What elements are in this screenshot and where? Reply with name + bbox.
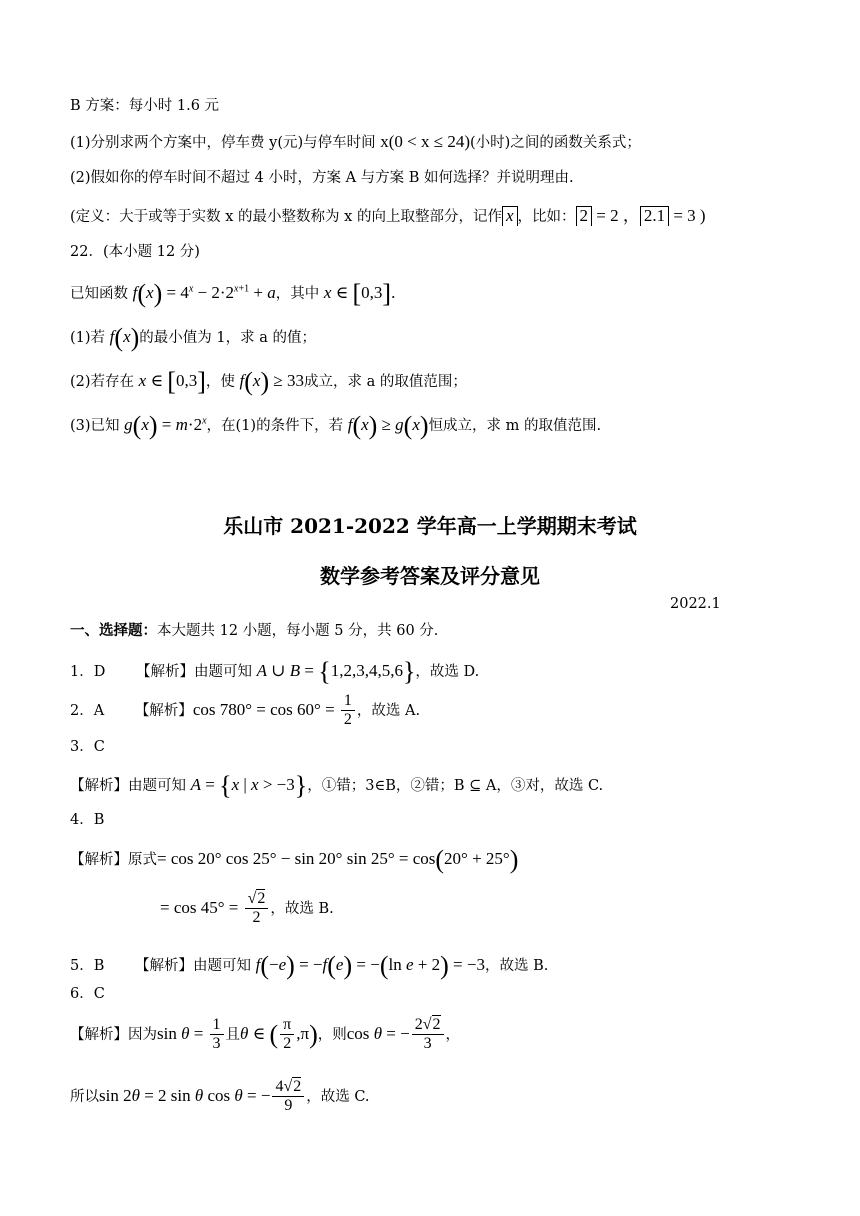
answer-4-pre: 原式 — [128, 852, 157, 868]
answer-2-tag: 【解析】 — [134, 702, 193, 719]
section-heading — [70, 622, 438, 640]
answer-1-post: ，故选 D. — [415, 664, 480, 680]
answer-4-line1 — [70, 844, 518, 875]
answer-4-post: ，故选 B. — [270, 900, 334, 917]
answer-4-formula: = cos 20° cos 25° − sin 20° sin 25° = cos(20° + 25°) — [157, 845, 519, 874]
answer-4-tag: 【解析】 — [70, 852, 128, 868]
q22-part1: (1)若 f(x)的最小值为 1，求 a 的值； — [70, 323, 316, 352]
q22-part2-post: 成立，求 a 的取值范围； — [303, 374, 467, 390]
answer-5-post: ，故选 B. — [484, 958, 549, 974]
answer-title: 乐山市 2021-2022 学年高一上学期期末考试 — [223, 514, 637, 538]
answer-6-post: ， — [445, 1026, 461, 1043]
q21-part2: (2)假如你的停车时间不超过 4 小时，方案 A 与方案 B 如何选择？并说明理由. — [70, 170, 574, 186]
answer-3-pre: 由题可知 — [128, 778, 191, 794]
answer-3-tag: 【解析】 — [70, 778, 128, 794]
answer-6-fraction-4: $\frac{4√2}{9}$ — [272, 1078, 304, 1116]
q21-part1 — [70, 132, 641, 152]
q22-function: $f(x) = 4^x - 2\cdot 2^{x+1} + a$ — [132, 279, 276, 308]
answer-6-fraction-3: $\frac{2√2}{3}$ — [412, 1016, 444, 1054]
q22-part1-pre: (1)若 — [70, 330, 110, 346]
definition-text: (定义：大于或等于实数 x 的最小整数称为 x 的向上取整部分，记作 — [70, 209, 502, 225]
q22-part3-post: 恒成立，求 m 的取值范围. — [428, 418, 602, 434]
answer-6-line2-pre: 所以 — [70, 1088, 99, 1105]
ceil-example-1: 2 — [576, 206, 593, 226]
q22-part3: (3)已知 $g(x) = m\cdot 2^x$，在(1)的条件下，若 f(x) ≥ g(x)恒成立，求 m 的取值范围. — [70, 411, 602, 440]
q22-part3-pre: (3)已知 — [70, 418, 125, 434]
answer-5-tag: 【解析】 — [135, 958, 193, 974]
answer-2-formula: cos 780° = cos 60° = — [192, 699, 339, 719]
answer-5 — [70, 950, 548, 981]
q22-part3-mid: ，在(1)的条件下，若 — [206, 418, 348, 434]
answer-1-number: 1．D — [70, 664, 106, 680]
q22-part2-mid: ，使 — [205, 374, 240, 390]
plan-b-line: B 方案：每小时 1.6 元 — [70, 98, 220, 114]
answer-2-fraction: $\frac{1}{2}$ — [341, 692, 355, 730]
answer-subtitle: 数学参考答案及评分意见 — [320, 564, 540, 588]
answer-3 — [70, 770, 603, 801]
q22-part2: (2)若存在 x ∈ [0,3]，使 f(x) ≥ 33成立，求 a 的取值范围； — [70, 367, 467, 396]
answer-4-number: 4．B — [70, 812, 105, 828]
q22-part2-pre: (2)若存在 — [70, 374, 139, 390]
answer-2-post: ，故选 A. — [356, 702, 421, 719]
answer-4-line2 — [160, 890, 334, 928]
ceil-example-2-value: = 3 ) — [669, 206, 706, 225]
answer-6-mid2: ，则 — [317, 1026, 347, 1043]
answer-1-formula: A ∪ B = {1,2,3,4,5,6} — [256, 657, 416, 686]
answer-5-pre: 由题可知 — [193, 958, 256, 974]
answer-6-line2-post: ，故选 C. — [306, 1088, 370, 1105]
answer-5-formula: f(−e) = −f(e) = −(ln e + 2) = −3 — [255, 951, 485, 980]
answer-1-tag: 【解析】 — [135, 664, 194, 680]
q22-part1-post: 的最小值为 1，求 a 的值； — [139, 330, 316, 346]
q22-stem — [70, 278, 395, 309]
section-text: 本大题共 12 小题，每小题 5 分，共 60 分. — [157, 623, 439, 639]
answer-6-number: 6．C — [70, 986, 105, 1002]
answer-6-line2: 所以sin 2θ = 2 sin θ cos θ = − $\frac{4√2}{9}$ ，故选 C. — [70, 1078, 370, 1115]
answer-4-fraction: $\frac{√2}{2}$ — [245, 890, 269, 928]
answer-6-fraction-2: $\frac{\pi}{2}$ — [280, 1016, 294, 1054]
section-label: 一、选择题： — [70, 622, 157, 639]
answer-3-post: ，①错；3∈B，②错；B ⊆ A，③对，故选 C. — [307, 778, 604, 794]
answer-3-set: A = {x | x > −3} — [190, 771, 308, 800]
q22-stem-mid: ，其中 — [275, 286, 324, 302]
answer-3-number: 3．C — [70, 739, 105, 755]
answer-2-number: 2．A — [70, 702, 105, 719]
definition-mid: ，比如： — [517, 209, 576, 225]
answer-2 — [70, 692, 420, 730]
answer-6-pre: 因为 — [128, 1026, 157, 1043]
q21-part1-text: (1)分别求两个方案中，停车费 y(元)与停车时间 — [70, 135, 381, 151]
q22-stem-text: 已知函数 — [70, 286, 133, 302]
ceiling-definition — [70, 206, 706, 226]
q21-part1-math: x(0 < x ≤ 24) — [380, 132, 471, 151]
ceil-x: x — [502, 206, 518, 226]
answer-1-pre: 由题可知 — [193, 664, 257, 680]
answer-6-tag: 【解析】 — [70, 1026, 128, 1043]
answer-6-mid: 且 — [225, 1026, 241, 1043]
q22-domain: x ∈ [0,3]. — [323, 279, 396, 308]
q22-heading: 22．(本小题 12 分) — [70, 244, 200, 260]
answer-4-result: = cos 45° = — [160, 897, 243, 917]
answer-6-line1: 【解析】因为sin θ = $\frac{1}{3}$ 且θ ∈ ( $\frac{\pi}{2}$ ,π)，则cos θ = − $\frac{2√2}{3}$ ， — [70, 1016, 461, 1053]
answer-date: 2022.1 — [670, 596, 721, 612]
answer-5-number: 5．B — [70, 958, 105, 974]
ceil-example-2: 2.1 — [640, 206, 669, 226]
answer-1 — [70, 656, 479, 687]
answer-6-fraction-1: $\frac{1}{3}$ — [210, 1016, 224, 1054]
q21-part1-tail: (小时)之间的函数关系式； — [470, 135, 641, 151]
ceil-example-1-value: = 2 ， — [592, 206, 640, 225]
